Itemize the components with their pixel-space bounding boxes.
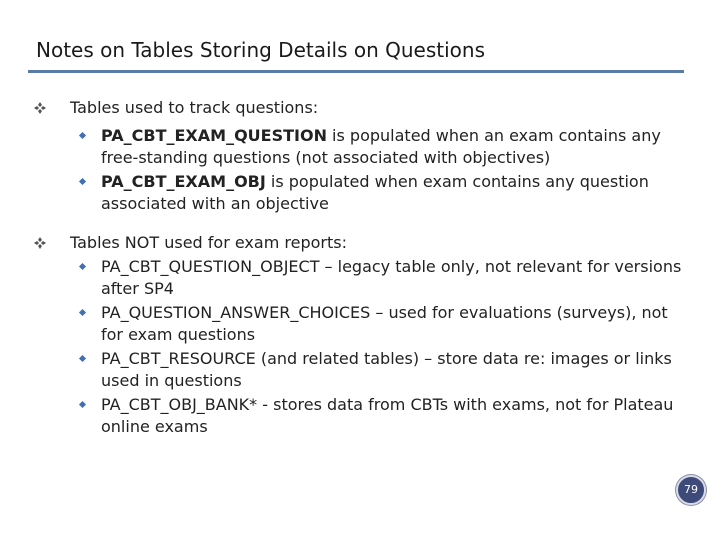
table-name: PA_CBT_EXAM_OBJ [101,172,266,191]
diamond-flower-bullet-icon [34,102,46,114]
item-description: is populated when an exam contains any free-standing questions (not associated with objectives) [101,126,661,167]
diamond-bullet-icon [79,178,86,185]
item-description: PA_CBT_RESOURCE (and related tables) – store data re: images or links used in questions [101,349,672,390]
item-description: PA_CBT_OBJ_BANK* - stores data from CBTs with exams, not for Plateau online exams [101,395,674,436]
diamond-bullet-icon [79,401,86,408]
page-number-badge: 79 [676,475,706,505]
list-item [101,171,686,215]
item-description: is populated when exam contains any question associated with an objective [101,172,649,213]
diamond-flower-bullet-icon [34,237,46,249]
diamond-bullet-icon [79,132,86,139]
item-description: PA_QUESTION_ANSWER_CHOICES – used for evaluations (surveys), not for exam questions [101,303,668,344]
tracked-tables-list [101,125,686,217]
unused-tables-list [101,256,686,440]
list-item [101,256,686,300]
list-item [101,302,686,346]
section-heading-tracked-tables: Tables used to track questions: [70,98,319,117]
list-item [101,394,686,438]
diamond-bullet-icon [79,263,86,270]
diamond-bullet-icon [79,309,86,316]
section-heading-unused-tables: Tables NOT used for exam reports: [70,233,347,252]
list-item [101,348,686,392]
title-divider [28,70,684,73]
table-name: PA_CBT_EXAM_QUESTION [101,126,327,145]
slide-title: Notes on Tables Storing Details on Questions [36,38,486,62]
list-item [101,125,686,169]
diamond-bullet-icon [79,355,86,362]
item-description: PA_CBT_QUESTION_OBJECT – legacy table only, not relevant for versions after SP4 [101,257,682,298]
